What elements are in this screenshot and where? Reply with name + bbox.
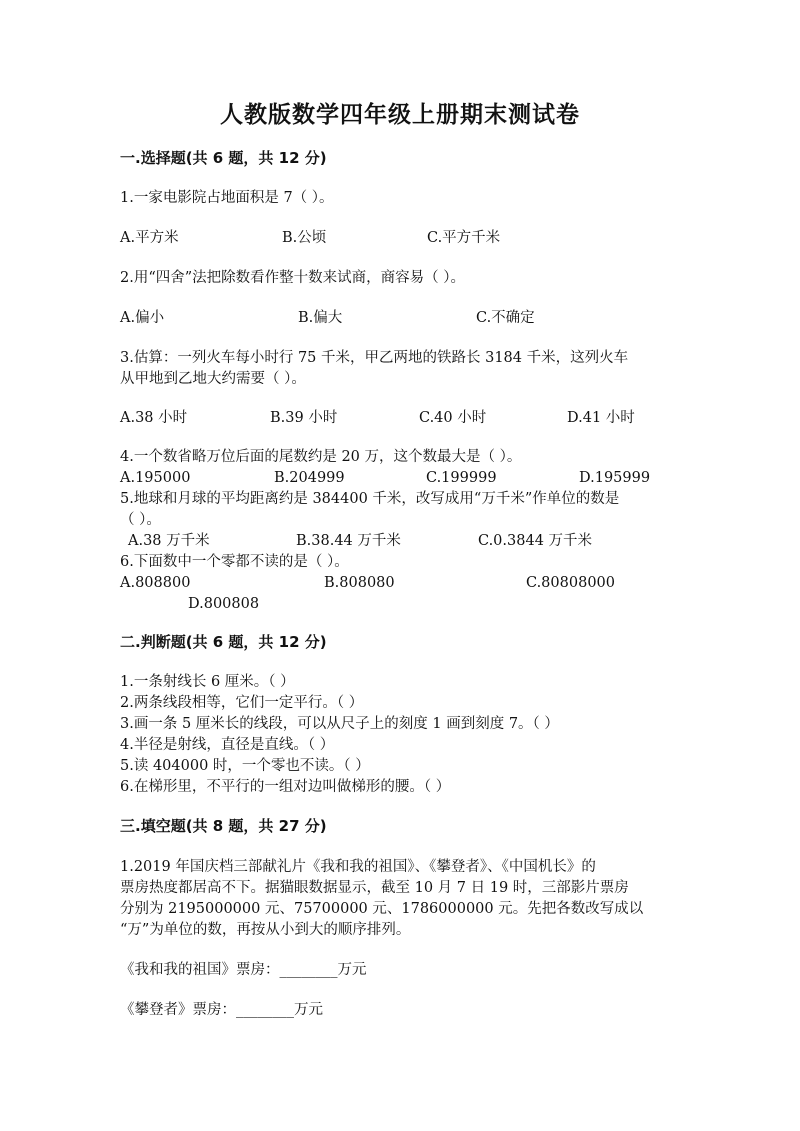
option-a: A.38 万千米 <box>128 533 210 549</box>
question-stem: 4.一个数省略万位后面的尾数约是 20 万，这个数最大是（ ）。 <box>120 449 522 465</box>
option-c: C.80808000 <box>526 575 615 591</box>
option-a: A.平方米 <box>120 230 179 246</box>
option-d: D.195999 <box>579 470 651 486</box>
question-stem-line: 分别为 2195000000 元、75700000 元、1786000000 元。先把各数改写成以 <box>120 901 644 917</box>
question-stem-line: 3.估算：一列火车每小时行 75 千米，甲乙两地的铁路长 3184 千米，这列火车 <box>120 350 629 366</box>
fill-blank-line: 《我和我的祖国》票房：________万元 <box>120 962 367 978</box>
question-stem-line: “万”为单位的数，再按从小到大的顺序排列。 <box>120 922 411 938</box>
page-title: 人教版数学四年级上册期末测试卷 <box>220 102 580 128</box>
question-stem-line: （ ）。 <box>120 512 161 528</box>
question-stem-line: 1.2019 年国庆档三部献礼片《我和我的祖国》、《攀登者》、《中国机长》的 <box>120 859 596 875</box>
judgement-item: 6.在梯形里，不平行的一组对边叫做梯形的腰。（ ） <box>120 779 451 795</box>
option-a: A.偏小 <box>120 310 165 326</box>
option-c: C.40 小时 <box>419 410 487 426</box>
option-b: B.39 小时 <box>270 410 338 426</box>
option-a: A.38 小时 <box>120 410 188 426</box>
option-d: D.800808 <box>188 596 260 612</box>
judgement-item: 5.读 404000 时，一个零也不读。（ ） <box>120 758 370 774</box>
question-stem: 6.下面数中一个零都不读的是（ ）。 <box>120 554 349 570</box>
option-b: B.808080 <box>324 575 395 591</box>
option-c: C.不确定 <box>476 310 535 326</box>
option-b: B.偏大 <box>298 310 343 326</box>
section-heading-choice: 一.选择题(共 6 题，共 12 分) <box>120 149 327 167</box>
option-c: C.0.3844 万千米 <box>478 533 593 549</box>
judgement-item: 1.一条射线长 6 厘米。（ ） <box>120 674 295 690</box>
question-stem-line: 5.地球和月球的平均距离约是 384400 千米，改写成用“万千米”作单位的数是 <box>120 491 620 507</box>
option-b: B.204999 <box>274 470 345 486</box>
section-heading-judgement: 二.判断题(共 6 题，共 12 分) <box>120 633 327 651</box>
option-c: C.199999 <box>426 470 497 486</box>
fill-blank-line: 《攀登者》票房：________万元 <box>120 1002 323 1018</box>
option-c: C.平方千米 <box>427 230 501 246</box>
judgement-item: 2.两条线段相等，它们一定平行。（ ） <box>120 695 364 711</box>
judgement-item: 3.画一条 5 厘米长的线段，可以从尺子上的刻度 1 画到刻度 7。（ ） <box>120 716 559 732</box>
section-heading-fill: 三.填空题(共 8 题，共 27 分) <box>120 817 327 835</box>
option-d: D.41 小时 <box>567 410 635 426</box>
option-b: B.公顷 <box>282 230 327 246</box>
question-stem-line: 票房热度都居高不下。据猫眼数据显示，截至 10 月 7 日 19 时，三部影片票房 <box>120 880 629 896</box>
option-a: A.195000 <box>120 470 191 486</box>
judgement-item: 4.半径是射线，直径是直线。（ ） <box>120 737 335 753</box>
option-a: A.808800 <box>120 575 191 591</box>
question-stem-line: 从甲地到乙地大约需要（ ）。 <box>120 371 306 387</box>
question-stem: 1.一家电影院占地面积是 7（ ）。 <box>120 190 334 206</box>
option-b: B.38.44 万千米 <box>296 533 401 549</box>
question-stem: 2.用“四舍”法把除数看作整十数来试商，商容易（ ）。 <box>120 270 466 286</box>
